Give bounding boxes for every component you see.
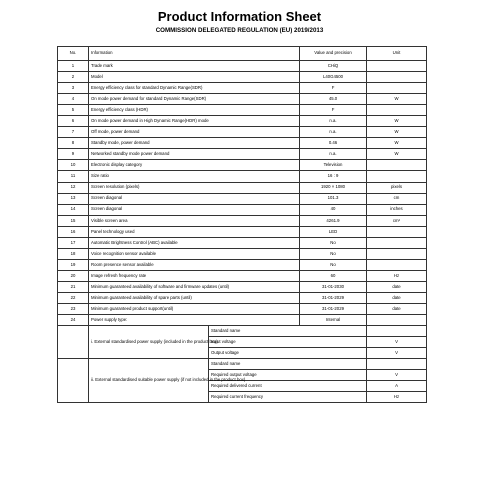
header-unit: Unit (367, 47, 427, 61)
row-unit (367, 171, 427, 182)
row-information: Minimum guaranteed product support(until) (89, 304, 300, 315)
row-number: 10 (58, 160, 89, 171)
table-row (58, 138, 427, 149)
row-value: 31-01-2030 (300, 281, 367, 292)
row-number: 4 (58, 94, 89, 105)
product-info-table (57, 46, 427, 403)
row-unit (367, 61, 427, 72)
table-row (58, 204, 427, 215)
row-information: Image refresh frequency rate (89, 270, 300, 281)
row-information: Panel technology used (89, 226, 300, 237)
row-unit (367, 315, 427, 326)
table-row (58, 259, 427, 270)
psu-internal-sub-label: Input voltage (209, 337, 367, 348)
row-unit: W (367, 127, 427, 138)
row-number: 17 (58, 237, 89, 248)
row-number: 5 (58, 105, 89, 116)
row-unit (367, 83, 427, 94)
row-unit (367, 105, 427, 116)
row-number: 21 (58, 281, 89, 292)
row-information: Screen diagonal (89, 193, 300, 204)
table-row (58, 149, 427, 160)
psu-internal-sub-label: Standard name (209, 326, 367, 337)
row-number: 6 (58, 116, 89, 127)
header-no: No. (58, 47, 89, 61)
row-value: 45.0 (300, 94, 367, 105)
table-row (58, 226, 427, 237)
row-number: 15 (58, 215, 89, 226)
row-information: Screen diagonal (89, 204, 300, 215)
row-unit: date (367, 281, 427, 292)
table-row (58, 105, 427, 116)
row-value: Internal (300, 315, 367, 326)
row-value: CHiQ (300, 61, 367, 72)
row-value: No (300, 259, 367, 270)
table-row (58, 193, 427, 204)
row-number: 3 (58, 83, 89, 94)
row-information: Standby mode, power demand (89, 138, 300, 149)
table-row (58, 182, 427, 193)
table-row (58, 116, 427, 127)
psu-external-label: ii. External standardised suitable power supply (if not included in the product box) (89, 359, 209, 403)
psu-blank-no-cell (58, 359, 89, 403)
table-row (58, 281, 427, 292)
row-value: 4261.9 (300, 215, 367, 226)
table-row (58, 215, 427, 226)
psu-internal-sub-unit: V (367, 337, 427, 348)
row-value: 31-01-2029 (300, 304, 367, 315)
row-unit: pixels (367, 182, 427, 193)
row-unit (367, 237, 427, 248)
row-number: 11 (58, 171, 89, 182)
row-information: Voice recognition sensor available (89, 248, 300, 259)
row-number: 8 (58, 138, 89, 149)
row-information: Size ratio (89, 171, 300, 182)
psu-internal-sub-unit: V (367, 348, 427, 359)
psu-external-sub-unit (367, 359, 427, 370)
header-value: Value and precision (300, 47, 367, 61)
row-value: n.a. (300, 127, 367, 138)
row-number: 7 (58, 127, 89, 138)
row-information: Energy efficiency class (HDR) (89, 105, 300, 116)
row-information: Power supply type: (89, 315, 300, 326)
row-number: 18 (58, 248, 89, 259)
row-number: 1 (58, 61, 89, 72)
table-row (58, 127, 427, 138)
row-information: Electronic display category (89, 160, 300, 171)
row-information: Energy efficiency class for standard Dynamic Range(SDR) (89, 83, 300, 94)
row-unit: cm² (367, 215, 427, 226)
psu-internal-sub-unit (367, 326, 427, 337)
row-value: LED (300, 226, 367, 237)
row-number: 9 (58, 149, 89, 160)
table-row (58, 248, 427, 259)
row-unit (367, 226, 427, 237)
row-information: Off mode, power demand (89, 127, 300, 138)
psu-external-sub-label: Required delivered current (209, 381, 367, 392)
row-number: 2 (58, 72, 89, 83)
row-information: Trade mark (89, 61, 300, 72)
table-row (58, 292, 427, 303)
psu-external-sub-unit: Hz (367, 392, 427, 403)
psu-internal-row (58, 326, 427, 337)
table-row (58, 171, 427, 182)
psu-external-sub-label: Required current frequency (209, 392, 367, 403)
row-value: 0.46 (300, 138, 367, 149)
row-number: 16 (58, 226, 89, 237)
row-number: 23 (58, 304, 89, 315)
page-title: Product Information Sheet (157, 9, 322, 24)
row-information: Networked standby mode power demand (89, 149, 300, 160)
row-unit: cm (367, 193, 427, 204)
table-row (58, 315, 427, 326)
row-information: Visible screen area (89, 215, 300, 226)
table-row (58, 83, 427, 94)
row-information: On mode power demand for standard Dynamic Range(SDR) (89, 94, 300, 105)
row-value: L40G4500 (300, 72, 367, 83)
row-unit: Hz (367, 270, 427, 281)
row-unit (367, 259, 427, 270)
psu-external-row (58, 359, 427, 370)
row-number: 14 (58, 204, 89, 215)
table-row (58, 61, 427, 72)
row-information: Minimum guaranteed availability of spare parts (until) (89, 292, 300, 303)
row-information: Automatic Brightness Control (ABC) available (89, 237, 300, 248)
row-unit: inches (367, 204, 427, 215)
psu-external-sub-unit: V (367, 370, 427, 381)
row-information: Minimum guaranteed availability of software and firmware updates (until) (89, 281, 300, 292)
row-value: n.a. (300, 116, 367, 127)
row-unit (367, 248, 427, 259)
row-information: Model (89, 72, 300, 83)
psu-internal-sub-label: Output voltage (209, 348, 367, 359)
psu-internal-label: i. External standardised power supply (included in the product box) (89, 326, 209, 359)
row-number: 20 (58, 270, 89, 281)
table-row (58, 237, 427, 248)
row-information: On mode power demand in High Dynamic Range(HDR) mode (89, 116, 300, 127)
row-value: Television (300, 160, 367, 171)
row-value: F (300, 83, 367, 94)
psu-external-sub-unit: A (367, 381, 427, 392)
row-unit: W (367, 94, 427, 105)
table-row (58, 160, 427, 171)
psu-blank-no-cell (58, 326, 89, 359)
row-unit: date (367, 292, 427, 303)
row-unit: W (367, 116, 427, 127)
row-value: 101.3 (300, 193, 367, 204)
row-number: 12 (58, 182, 89, 193)
row-information: Room presence sensor available (89, 259, 300, 270)
row-unit: W (367, 149, 427, 160)
row-number: 19 (58, 259, 89, 270)
row-information: Screen resolution (pixels) (89, 182, 300, 193)
row-number: 13 (58, 193, 89, 204)
psu-external-sub-label: Standard name (209, 359, 367, 370)
row-value: n.a. (300, 149, 367, 160)
row-unit (367, 160, 427, 171)
row-value: 31-01-2029 (300, 292, 367, 303)
row-value: 1920 × 1080 (300, 182, 367, 193)
table-row (58, 94, 427, 105)
table-row (58, 304, 427, 315)
table-header-row (58, 47, 427, 61)
table-row (58, 72, 427, 83)
row-unit: W (367, 138, 427, 149)
table-row (58, 270, 427, 281)
row-value: F (300, 105, 367, 116)
row-unit (367, 72, 427, 83)
psu-external-sub-label: Required output voltage (209, 370, 367, 381)
row-value: No (300, 237, 367, 248)
row-value: 16 : 9 (300, 171, 367, 182)
row-unit: date (367, 304, 427, 315)
header-information: Information (89, 47, 300, 61)
page-subtitle: COMMISSION DELEGATED REGULATION (EU) 2019/2013 (155, 27, 324, 34)
row-value: 40 (300, 204, 367, 215)
row-value: 60 (300, 270, 367, 281)
row-value: No (300, 248, 367, 259)
row-number: 24 (58, 315, 89, 326)
row-number: 22 (58, 292, 89, 303)
